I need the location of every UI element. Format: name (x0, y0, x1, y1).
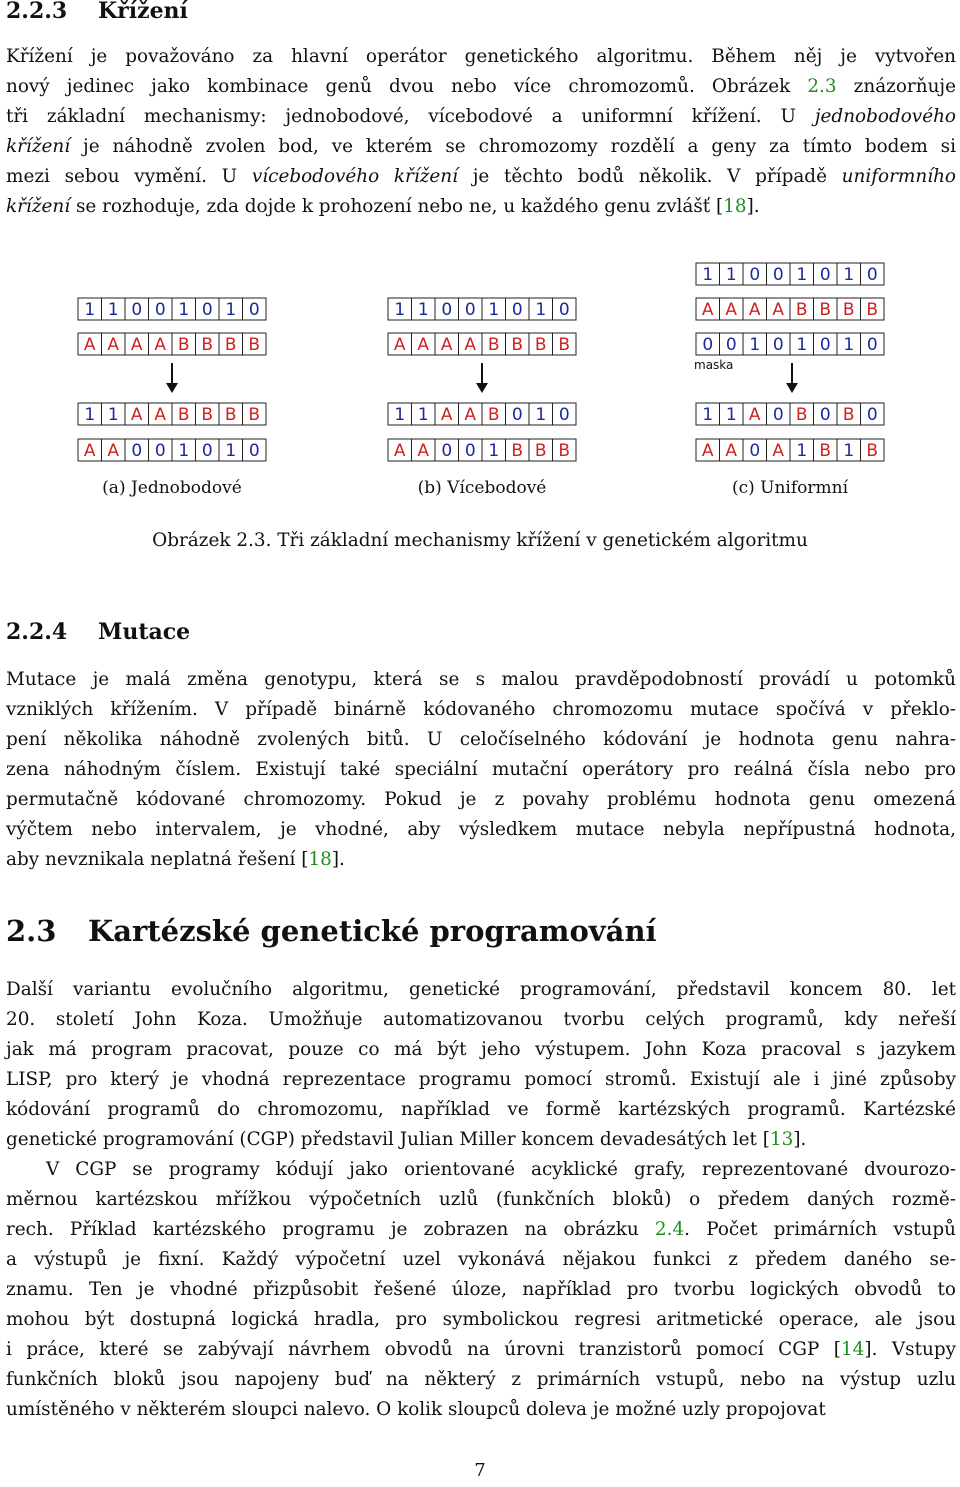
gene-value: 0 (772, 335, 784, 355)
text-run: ]. (746, 196, 760, 217)
section-title: Křížení (98, 0, 188, 24)
text-run: tři základní mechanismy: jednobodové, vícebodové a uniformní křížení. U (6, 106, 815, 127)
text-line (6, 785, 956, 815)
gene-value: 1 (796, 265, 808, 285)
text-line (6, 192, 956, 222)
gene-value: 0 (819, 265, 831, 285)
mutation-paragraph (6, 665, 956, 875)
gene-value: B (819, 300, 832, 320)
text-line (6, 1395, 956, 1425)
emphasized-term: křížení (6, 196, 71, 217)
crossover-diagram (0, 255, 960, 535)
text-run: kódování programů do chromozomu, například ve formě kartézských programů. Kartézské (6, 1099, 956, 1120)
gene-value: A (130, 335, 143, 355)
text-run: se rozhoduje, zda dojde k prohození nebo ne, u každého genu zvlášť [ (70, 196, 724, 217)
gene-value: 1 (107, 300, 119, 320)
gene-value: 1 (843, 441, 855, 461)
gene-value: 0 (772, 265, 784, 285)
gene-value: B (842, 405, 855, 425)
gene-value: 0 (248, 441, 260, 461)
offspring-chromosome-1 (78, 403, 266, 425)
text-run: znázorňuje (836, 76, 957, 97)
emphasized-term: křížení (6, 136, 71, 157)
gene-value: A (725, 441, 738, 461)
gene-value: 1 (843, 265, 855, 285)
parent-chromosome-1 (696, 263, 884, 285)
text-run: Mutace je malá změna genotypu, která se s malou pravděpodobností provádí u potomků (6, 669, 956, 690)
gene-value: 1 (394, 405, 406, 425)
text-run: ]. (793, 1129, 807, 1150)
text-run: mezi sebou vymění. U (6, 166, 252, 187)
arrow-head (166, 383, 178, 393)
arrow-head (786, 383, 798, 393)
gene-value: B (558, 441, 571, 461)
gene-value: 1 (702, 405, 714, 425)
gene-value: B (177, 405, 190, 425)
text-line (6, 1095, 956, 1125)
gene-value: 0 (702, 335, 714, 355)
figure-caption (0, 530, 960, 551)
gene-value: B (248, 335, 261, 355)
gene-value: A (748, 300, 761, 320)
text-line (6, 1365, 956, 1395)
gene-value: 1 (178, 300, 190, 320)
text-run: 20. století John Koza. Umožňuje automatizovanou tvorbu celých programů, kdy neřeší (6, 1009, 956, 1030)
gene-value: 1 (178, 441, 190, 461)
text-run: zena náhodným číslem. Existují také speciální mutační operátory pro reálná čísla nebo pro (6, 759, 956, 780)
text-line (6, 1245, 956, 1275)
gene-value: A (701, 300, 714, 320)
gene-value: B (487, 405, 500, 425)
arrow-head (476, 383, 488, 393)
gene-value: 0 (511, 405, 523, 425)
section-heading-cgp (6, 914, 657, 948)
crossover-mask (696, 333, 884, 355)
section-number: 2.2.4 (6, 619, 68, 645)
text-run: pení několika náhodně zvolených bitů. U celočíselného kódování je hodnota genu nahra- (6, 729, 956, 750)
text-line (6, 132, 956, 162)
text-run: je náhodně zvolen bod, ve kterém se chromozomy rozdělí a geny za tímto bodem si (70, 136, 956, 157)
gene-value: 1 (107, 405, 119, 425)
gene-value: 0 (154, 300, 166, 320)
gene-value: A (393, 441, 406, 461)
offspring-chromosome-2 (388, 439, 576, 461)
gene-value: B (224, 335, 237, 355)
text-line (6, 1005, 956, 1035)
gene-value: 1 (535, 405, 547, 425)
gene-value: 0 (558, 300, 570, 320)
crossover-figure (0, 255, 960, 535)
gene-value: B (201, 405, 214, 425)
gene-value: 0 (772, 405, 784, 425)
gene-value: 0 (558, 405, 570, 425)
offspring-chromosome-1 (388, 403, 576, 425)
gene-value: 1 (749, 335, 761, 355)
gene-value: A (464, 335, 477, 355)
gene-value: A (440, 335, 453, 355)
text-run: Další variantu evolučního algoritmu, genetické programování, představil koncem 80. let (6, 979, 956, 1000)
gene-value: B (511, 335, 524, 355)
section-number: 2.3 (6, 914, 57, 948)
gene-value: A (772, 300, 785, 320)
text-line (6, 695, 956, 725)
gene-value: 0 (464, 441, 476, 461)
text-line (6, 162, 956, 192)
gene-value: A (440, 405, 453, 425)
gene-value: 0 (441, 300, 453, 320)
gene-value: 0 (866, 265, 878, 285)
gene-value: 1 (417, 300, 429, 320)
text-run: znamu. Ten je vhodné přizpůsobit řešené úloze, například pro tvorbu logických obvodů to (6, 1279, 956, 1300)
emphasized-term: jednobodového (814, 106, 956, 127)
text-run: ]. (331, 849, 345, 870)
text-line (6, 845, 956, 875)
gene-value: A (154, 405, 167, 425)
gene-value: A (130, 405, 143, 425)
subfigure-caption: (b) Vícebodové (417, 478, 547, 498)
gene-value: A (772, 441, 785, 461)
gene-value: A (464, 405, 477, 425)
gene-value: A (393, 335, 406, 355)
text-run: ]. Vstupy (864, 1339, 957, 1360)
gene-value: A (107, 335, 120, 355)
gene-value: 0 (511, 300, 523, 320)
text-line (6, 1215, 956, 1245)
gene-value: B (511, 441, 524, 461)
figure-caption-prefix: Obrázek 2.3. (152, 530, 272, 551)
gene-value: 0 (154, 441, 166, 461)
gene-value: B (534, 441, 547, 461)
reference-link[interactable]: 18 (723, 196, 747, 217)
reference-link[interactable]: 2.4 (654, 1219, 685, 1240)
subfigure-caption: (a) Jednobodové (102, 478, 242, 498)
gene-value: B (795, 405, 808, 425)
text-run: Křížení je považováno za hlavní operátor genetického algoritmu. Během něj je vytvořen (6, 46, 956, 67)
gene-value: 1 (84, 405, 96, 425)
text-run: výčtem nebo intervalem, je vhodné, aby výsledkem mutace nebyla nepřípustná hodnota, (6, 819, 956, 840)
emphasized-term: vícebodového křížení (251, 166, 459, 187)
gene-value: 1 (394, 300, 406, 320)
gene-value: 0 (819, 405, 831, 425)
gene-value: 0 (464, 300, 476, 320)
gene-value: 1 (417, 405, 429, 425)
reference-link[interactable]: 14 (840, 1339, 865, 1360)
text-line (6, 1275, 956, 1305)
gene-value: 0 (819, 335, 831, 355)
text-run: jak má program pracovat, pouze co má být jeho výstupem. John Koza pracoval s jazykem (6, 1039, 956, 1060)
gene-value: 1 (702, 265, 714, 285)
reference-link[interactable]: 2.3 (807, 76, 837, 97)
gene-value: 0 (866, 405, 878, 425)
section-title: Mutace (98, 619, 191, 645)
text-line (6, 1305, 956, 1335)
text-run: a výstupů je fixní. Každý výpočetní uzel vykonává nějakou funkci z předem daného se- (6, 1249, 956, 1270)
text-run: permutačně kódované chromozomy. Pokud je z povahy problému hodnota genu omezená (6, 789, 956, 810)
gene-value: B (248, 405, 261, 425)
page-number: 7 (474, 1460, 486, 1481)
gene-value: 1 (796, 335, 808, 355)
crossover-paragraph (6, 42, 956, 222)
gene-value: A (107, 441, 120, 461)
text-run: je těchto bodů několik. V případě (458, 166, 842, 187)
gene-value: B (558, 335, 571, 355)
gene-value: A (83, 441, 96, 461)
section-number: 2.2.3 (6, 0, 68, 24)
text-line (6, 1335, 956, 1365)
gene-value: 1 (796, 441, 808, 461)
gene-value: 0 (201, 441, 213, 461)
gene-value: 0 (749, 441, 761, 461)
gene-value: 1 (488, 441, 500, 461)
gene-value: 1 (843, 335, 855, 355)
text-line (6, 1035, 956, 1065)
text-line (6, 1125, 956, 1155)
gene-value: 1 (225, 300, 237, 320)
gene-value: B (866, 441, 879, 461)
text-run: genetické programování (CGP) představil Julian Miller koncem devadesátých let [ (6, 1129, 770, 1150)
gene-value: 0 (131, 441, 143, 461)
section-title: Kartézské genetické programování (88, 914, 657, 948)
text-line (6, 815, 956, 845)
gene-value: A (701, 441, 714, 461)
text-run: . Počet primárních vstupů (684, 1219, 956, 1240)
parent-chromosome-2 (388, 333, 576, 355)
subfigure-caption: (c) Uniformní (731, 478, 849, 498)
text-line (6, 1185, 956, 1215)
parent-chromosome-1 (388, 298, 576, 320)
text-run: LISP, pro který je vhodná reprezentace programu pomocí stromů. Existují ale i jiné způsoby (6, 1069, 956, 1090)
gene-value: B (842, 300, 855, 320)
gene-value: 0 (749, 265, 761, 285)
gene-value: B (224, 405, 237, 425)
gene-value: 1 (725, 265, 737, 285)
section-heading-mutation (6, 619, 190, 645)
text-line (6, 42, 956, 72)
gene-value: B (177, 335, 190, 355)
gene-value: B (201, 335, 214, 355)
text-run: umístěného v některém sloupci nalevo. O kolik sloupců doleva je možné uzly propojovat (6, 1399, 826, 1420)
parent-chromosome-1 (78, 298, 266, 320)
text-run: nový jedinec jako kombinace genů dvou nebo více chromozomů. Obrázek (6, 76, 808, 97)
text-line (6, 72, 956, 102)
gene-value: A (154, 335, 167, 355)
text-line (6, 102, 956, 132)
gene-value: 0 (248, 300, 260, 320)
parent-chromosome-2 (696, 298, 884, 320)
text-line (6, 665, 956, 695)
gene-value: A (417, 441, 430, 461)
text-run: i práce, které se zabývají návrhem obvodů na úrovni tranzistorů pomocí CGP [ (6, 1339, 841, 1360)
offspring-chromosome-1 (696, 403, 884, 425)
text-run: vzniklých křížením. V případě binárně kódovaného chromozomu mutace spočívá v překlo- (6, 699, 956, 720)
gene-value: 1 (84, 300, 96, 320)
gene-value: A (725, 300, 738, 320)
gene-value: 1 (225, 441, 237, 461)
offspring-chromosome-2 (78, 439, 266, 461)
gene-value: 0 (131, 300, 143, 320)
text-run: rech. Příklad kartézského programu je zobrazen na obrázku (6, 1219, 655, 1240)
gene-value: B (487, 335, 500, 355)
gene-value: 1 (535, 300, 547, 320)
gene-value: A (748, 405, 761, 425)
text-run: funkčních bloků jsou napojeny buď na některý z primárních vstupů, nebo na výstup uzlu (6, 1369, 956, 1390)
gene-value: 1 (725, 405, 737, 425)
gene-value: 1 (488, 300, 500, 320)
figure-caption-text: Tři základní mechanismy křížení v genetickém algoritmu (277, 530, 808, 551)
gene-value: B (819, 441, 832, 461)
gene-value: A (83, 335, 96, 355)
gene-value: B (866, 300, 879, 320)
gene-value: B (534, 335, 547, 355)
section-heading-crossover (6, 0, 188, 24)
emphasized-term: uniformního (841, 166, 956, 187)
reference-link[interactable]: 18 (308, 849, 332, 870)
mask-label: maska (694, 358, 734, 372)
text-run: V CGP se programy kódují jako orientované acyklické grafy, reprezentované dvourozo- (46, 1159, 956, 1180)
gene-value: 0 (866, 335, 878, 355)
text-run: měrnou kartézskou mřížkou výpočetních uzlů (funkčních bloků) o předem daných rozmě- (6, 1189, 956, 1210)
gene-value: 0 (441, 441, 453, 461)
offspring-chromosome-2 (696, 439, 884, 461)
text-run: mohou být dostupná logická hradla, pro symbolickou regresi aritmetické operace, ale jsou (6, 1309, 956, 1330)
text-line (6, 1065, 956, 1095)
reference-link[interactable]: 13 (769, 1129, 794, 1150)
gene-value: A (417, 335, 430, 355)
text-run: aby nevznikala neplatná řešení [ (6, 849, 309, 870)
gene-value: 0 (725, 335, 737, 355)
gene-value: 0 (201, 300, 213, 320)
cgp-paragraph (6, 975, 956, 1425)
text-line (6, 975, 956, 1005)
text-line (6, 725, 956, 755)
parent-chromosome-2 (78, 333, 266, 355)
text-line (6, 755, 956, 785)
gene-value: B (795, 300, 808, 320)
text-line (6, 1155, 956, 1185)
